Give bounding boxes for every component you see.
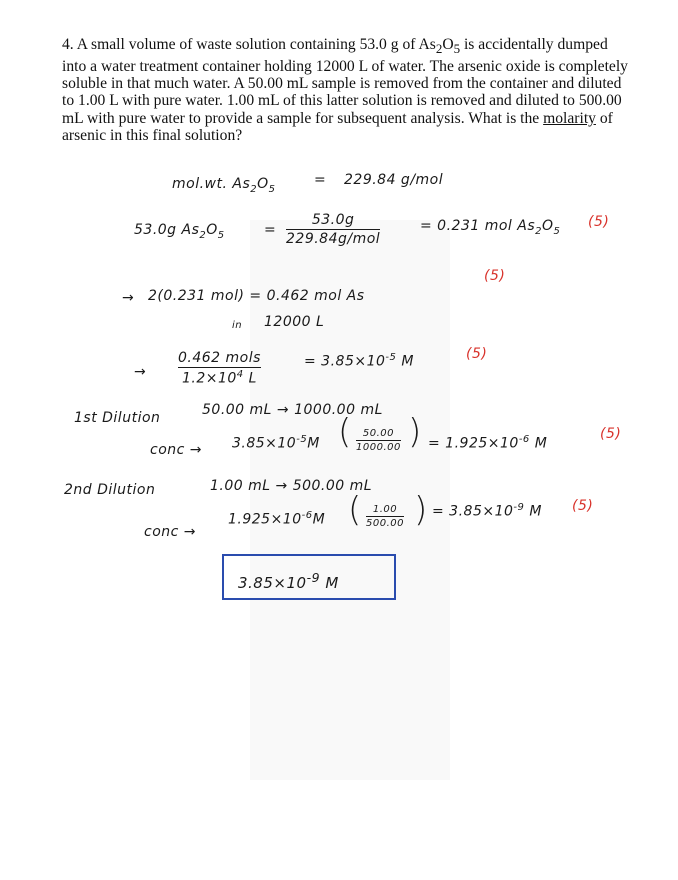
fraction-denominator: 1000.00 (356, 442, 401, 453)
conc-value-text: 3.85×10 (232, 435, 297, 452)
fraction-numerator: 1.00 (372, 504, 398, 515)
exponent: 4 (236, 369, 244, 380)
conc2-value (228, 510, 325, 528)
problem-statement (62, 36, 632, 145)
unit: L (248, 370, 257, 387)
underlined-word: molarity (543, 109, 596, 127)
formula: O (206, 222, 218, 238)
close-paren: ) (414, 490, 428, 530)
conc-result (304, 352, 414, 370)
exponent: -6 (518, 434, 530, 445)
first-dilution-volumes: 50.00 mL → 1000.00 mL (202, 402, 383, 418)
conc1-fraction (356, 428, 401, 453)
fraction-numerator: 53.0g (311, 212, 355, 228)
molwt-line (172, 176, 276, 195)
score-mark: (5) (466, 346, 488, 362)
problem-text-1: A small volume of waste solution containing 53.0 g of As (76, 36, 436, 53)
subscript: 5 (453, 41, 461, 57)
final-answer-text: 3.85×10 (238, 574, 307, 592)
mass-result (420, 218, 560, 237)
second-dilution-label: 2nd Dilution (64, 482, 156, 498)
subscript: 2 (199, 229, 207, 241)
volume-value: 12000 L (264, 314, 325, 330)
fraction-bar (366, 516, 404, 517)
unit: M (312, 511, 326, 528)
conc-result-text: = 3.85×10 (432, 503, 514, 520)
unit: M (325, 574, 339, 592)
unit: M (529, 503, 542, 520)
subscript: 2 (435, 41, 443, 57)
conc-label: conc → (144, 524, 197, 540)
exponent: -5 (385, 352, 397, 363)
exponent: -9 (306, 570, 321, 585)
fraction-numerator: 50.00 (362, 428, 394, 439)
mass-eq: = (264, 222, 277, 238)
conc-value-text: 1.925×10 (228, 511, 302, 528)
conc-fraction (178, 350, 261, 387)
mass-line (134, 222, 225, 241)
mass-fraction (286, 212, 380, 247)
score-mark: (5) (484, 268, 506, 284)
fraction-bar (356, 440, 401, 441)
score-mark: (5) (600, 426, 622, 442)
open-paren: ( (338, 412, 352, 452)
fraction-numerator: 0.462 mols (178, 350, 261, 366)
fraction-bar (178, 367, 261, 368)
conc-result-text: = 1.925×10 (428, 435, 519, 452)
problem-text-4: of arsenic in this final solution? (62, 109, 613, 145)
score-mark: (5) (572, 498, 594, 514)
molwt-value: 229.84 g/mol (344, 172, 444, 188)
close-paren: ) (408, 412, 422, 452)
conc2-result (432, 502, 542, 520)
fraction-denominator: 500.00 (366, 518, 404, 529)
problem-text-3: is accidentally dumped into a water treatment container holding 12000 L of water. The arsenic oxide is completely soluble in that much water. A 50.00 mL sample is removed from the container and diluted to 1.00 L with pure water. 1.00 mL of this latter solution is removed and diluted to 500.00 mL with pure water to provide a sample for subsequent analysis. What is the (62, 36, 628, 127)
subscript: 5 (217, 229, 225, 241)
exponent: -6 (301, 510, 313, 521)
den-value: 1.2×10 (181, 370, 237, 387)
conc2-fraction (366, 504, 404, 529)
fraction-denominator (178, 369, 261, 387)
unit: M (534, 435, 548, 452)
fraction-denominator: 229.84g/mol (286, 231, 381, 247)
open-paren: ( (348, 490, 362, 530)
arrow-icon: → (122, 290, 135, 306)
mass-result-text: = 0.231 mol As (420, 218, 536, 234)
conc1-value (232, 434, 320, 452)
unit: M (401, 353, 414, 370)
subscript: 2 (535, 225, 542, 237)
subscript: 5 (553, 225, 561, 237)
arrow-icon: → (134, 364, 147, 380)
first-dilution-label: 1st Dilution (74, 410, 161, 426)
conc-label: conc → (150, 442, 203, 458)
formula: O (542, 218, 554, 234)
arsenic-calc: 2(0.231 mol) = 0.462 mol As (148, 288, 365, 304)
subscript: 2 (250, 183, 258, 195)
conc-result-text: = 3.85×10 (304, 353, 386, 370)
subscript: 5 (268, 183, 276, 195)
problem-text-2: O (442, 36, 454, 53)
conc1-result (428, 434, 547, 452)
exponent: -9 (513, 502, 525, 513)
in-label: in (232, 320, 243, 331)
unit: M (307, 435, 320, 452)
molwt-eq: = (314, 172, 327, 188)
mass-label: 53.0g As (134, 222, 200, 238)
formula: O (257, 176, 269, 192)
exponent: -5 (296, 434, 308, 445)
molwt-label: mol.wt. (172, 176, 228, 192)
second-dilution-volumes: 1.00 mL → 500.00 mL (210, 478, 373, 494)
fraction-bar (286, 229, 380, 230)
problem-number: 4. (62, 36, 74, 53)
formula: As (232, 176, 251, 192)
score-mark: (5) (588, 214, 610, 230)
final-answer (238, 570, 339, 592)
